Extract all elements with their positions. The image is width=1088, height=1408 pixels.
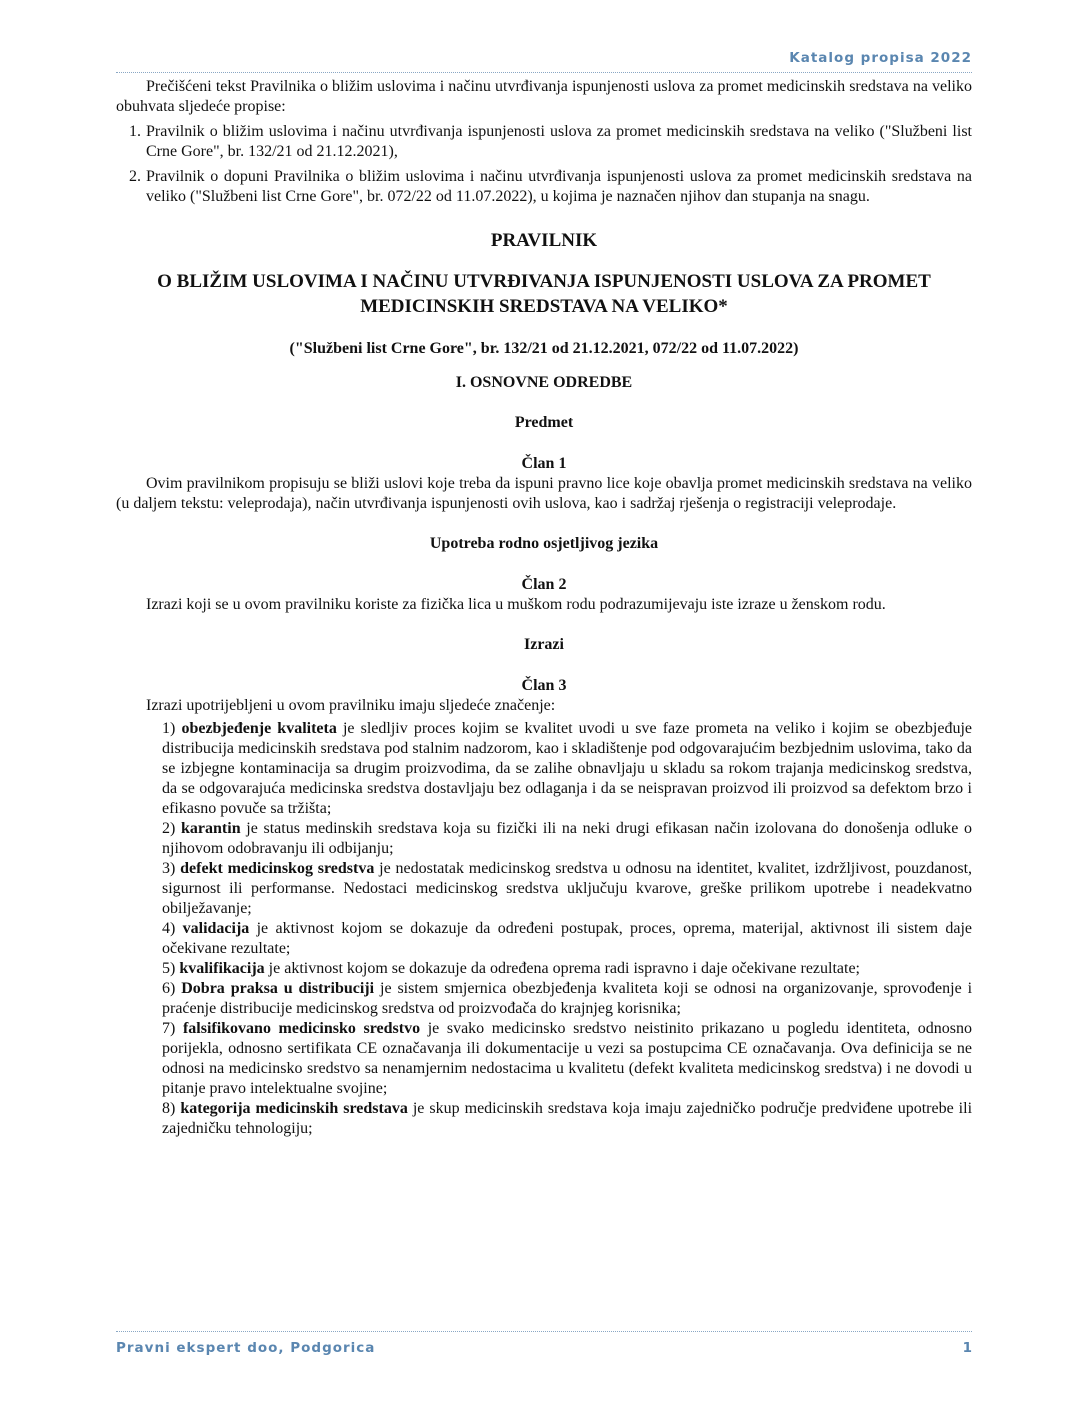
- header-divider: [116, 72, 972, 73]
- source-item: [116, 167, 972, 207]
- definition-term: defekt medicinskog sredstva: [180, 860, 375, 877]
- footer-divider: [116, 1331, 972, 1332]
- definition-text: je aktivnost kojom se dokazuje da određeni postupak, proces, oprema, materijal, aktivnost ili sistem daje očekivane rezultate;: [162, 920, 973, 957]
- article-1-heading: Predmet: [514, 414, 574, 431]
- definition-number: 5): [162, 960, 176, 977]
- definition-text: je sistem smjernica obezbjeđenja kvaliteta koji se odnosi na organizovanje, sprovođenje i praćenje distribucije medicinskog sredstva od proizvođača do krajnjeg korisnika;: [162, 980, 973, 1017]
- definition-term: obezbjeđenje kvaliteta: [181, 720, 337, 737]
- footer-publisher: Pravni ekspert doo, Podgorica: [116, 1340, 376, 1356]
- section-heading: I. OSNOVNE ODREDBE: [455, 374, 633, 391]
- catalog-header: Katalog propisa 2022: [789, 50, 972, 66]
- definition-text: je aktivnost kojom se dokazuje da određena oprema radi ispravno i daje očekivane rezultate;: [264, 960, 860, 977]
- article-2-heading: Upotreba rodno osjetljivog jezika: [429, 535, 659, 552]
- definition-item: [162, 919, 972, 959]
- definition-number: 6): [162, 980, 176, 997]
- definition-number: 3): [162, 860, 176, 877]
- source-item-number: 2.: [129, 168, 141, 185]
- definition-item: [162, 859, 972, 919]
- definition-text: je skup medicinskih sredstava koja imaju zajedničko područje predviđene upotrebe ili zajedničku tehnologiju;: [162, 1100, 973, 1137]
- definition-term: falsifikovano medicinsko sredstvo: [182, 1020, 421, 1037]
- intro-text: Prečišćeni tekst Pravilnika o bližim uslovima i načinu utvrđivanja ispunjenosti uslova za promet medicinskih sredstava na veliko obuhvata sljedeće propise:: [116, 78, 972, 115]
- definition-item: [162, 959, 972, 979]
- definition-number: 2): [162, 820, 176, 837]
- definition-item: [162, 1019, 972, 1099]
- document-subtitle: O BLIŽIM USLOVIMA I NAČINU UTVRĐIVANJA ISPUNJENOSTI USLOVA ZA PROMET MEDICINSKIH SREDSTAVA NA VELIKO*: [157, 271, 931, 317]
- definition-term: karantin: [181, 820, 241, 837]
- definition-term: kvalifikacija: [179, 960, 265, 977]
- definition-item: [162, 819, 972, 859]
- definition-term: validacija: [182, 920, 250, 937]
- article-3-intro: Izrazi upotrijebljeni u ovom pravilniku imaju sljedeće značenje:: [146, 697, 556, 714]
- article-1-label: Član 1: [521, 455, 567, 472]
- definition-number: 4): [162, 920, 176, 937]
- definition-item: [162, 979, 972, 1019]
- definition-term: kategorija medicinskih sredstava: [180, 1100, 408, 1117]
- article-2-label: Član 2: [521, 576, 567, 593]
- source-item-number: 1.: [129, 123, 141, 140]
- source-item: [116, 122, 972, 162]
- definition-text: je svako medicinsko sredstvo neistinito prikazano u pogledu identiteta, odnosno porijekla, odnosno sertifikata CE označavanja ili dokumentacije u vezi sa postupcima CE označavanja. Ova definicija se ne odnosi na medicinsko sredstvo sa nenamjernim nedostacima u kvalitetu (defekt kvaliteta medicinskog sredstva) i ne dovodi u pitanje pravo intelektualne svojine;: [162, 1020, 973, 1097]
- article-3-label: Član 3: [521, 677, 567, 694]
- definition-text: je nedostatak medicinskog sredstva u odnosu na identitet, kvalitet, izdržljivost, pouzdanost, sigurnost ili performanse. Nedostaci medicinskog sredstva uključuju kvarove, greške prilikom upotrebe i neadekvatno obilježavanje;: [162, 860, 973, 917]
- article-3-heading: Izrazi: [524, 636, 564, 653]
- document-title: PRAVILNIK: [490, 230, 598, 251]
- page-number: 1: [962, 1340, 972, 1356]
- document-body: [116, 77, 972, 1139]
- definition-text: je sledljiv proces kojim se kvalitet uvodi u sve faze prometa na veliko i kojim se obezbjeđuje distribucija medicinskih sredstava pod stalnim nadzorom, kao i skladištenje pod odgovarajućim bezbjednim uslovima, tako da se izbjegne kontaminacija sa drugim proizvodima, da se zalihe obnavljaju u skladu sa rokom trajanja medicinskog sredstva, da se odgovarajuća medicinska sredstva dostavljaju bez odlaganja i da se neispravan proizvod ili proizvod sa defektom brzo i efikasno povuče sa tržišta;: [162, 720, 973, 817]
- article-1-text: Ovim pravilnikom propisuju se bliži uslovi koje treba da ispuni pravno lice koje obavlja promet medicinskih sredstava na veliko (u daljem tekstu: veleprodaja), način utvrđivanja ispunjenosti ovih uslova, kao i sadržaj rješenja o registraciji veleprodaje.: [116, 475, 972, 512]
- source-item-text: Pravilnik o bližim uslovima i načinu utvrđivanja ispunjenosti uslova za promet medicinskih sredstava na veliko ("Službeni list Crne Gore", br. 132/21 od 21.12.2021),: [146, 123, 972, 160]
- definition-number: 8): [162, 1100, 176, 1117]
- gazette-reference: ("Službeni list Crne Gore", br. 132/21 od 21.12.2021, 072/22 od 11.07.2022): [289, 340, 799, 357]
- definition-number: 1): [162, 720, 176, 737]
- definitions-list: [162, 719, 972, 1139]
- article-2-text: Izrazi koji se u ovom pravilniku koriste za fizička lica u muškom rodu podrazumijevaju iste izraze u ženskom rodu.: [146, 596, 886, 613]
- definition-text: je status medinskih sredstava koja su fizički ili na neki drugi efikasan način izolovana do donošenja odluke o njihovom odobravanju ili odbijanju;: [162, 820, 973, 857]
- definition-term: Dobra praksa u distribuciji: [181, 980, 375, 997]
- definition-item: [162, 719, 972, 819]
- definition-item: [162, 1099, 972, 1139]
- source-item-text: Pravilnik o dopuni Pravilnika o bližim uslovima i načinu utvrđivanja ispunjenosti uslova za promet medicinskih sredstava na veliko ("Službeni list Crne Gore", br. 072/22 od 11.07.2022), u kojima je naznačen njihov dan stupanja na snagu.: [146, 168, 972, 205]
- definition-number: 7): [162, 1020, 176, 1037]
